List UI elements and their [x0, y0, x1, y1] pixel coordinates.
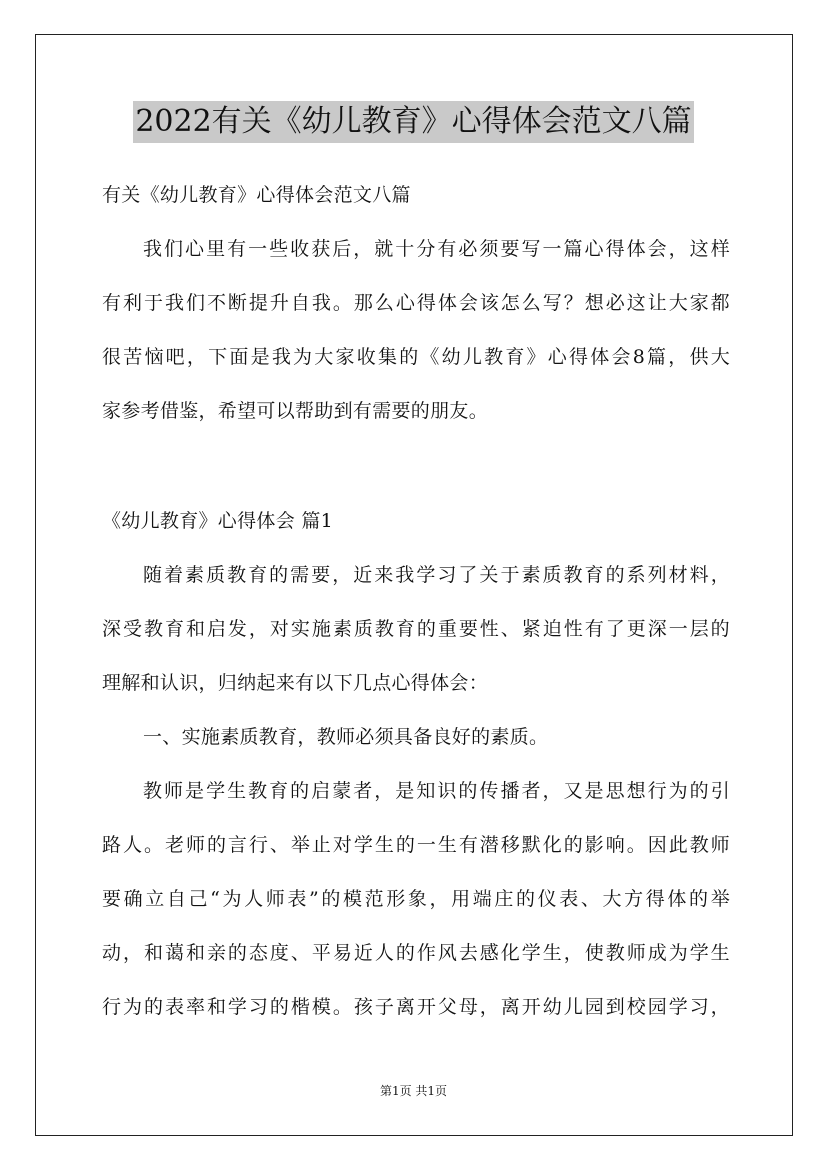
paragraph-line: 随着素质教育的需要，近来我学习了关于素质教育的系列材料， — [143, 564, 730, 586]
section-heading: 《幼儿教育》心得体会 篇1 — [102, 510, 334, 532]
document-subtitle: 有关《幼儿教育》心得体会范文八篇 — [102, 184, 411, 206]
paragraph-line: 动，和蔼和亲的态度、平易近人的作风去感化学生，使教师成为学生 — [102, 942, 730, 964]
point-one: 一、实施素质教育，教师必须具备良好的素质。 — [143, 726, 549, 748]
paragraph-line: 理解和认识，归纳起来有以下几点心得体会： — [102, 672, 489, 694]
paragraph-line: 教师是学生教育的启蒙者，是知识的传播者，又是思想行为的引 — [143, 780, 730, 802]
paragraph-line: 深受教育和启发，对实施素质教育的重要性、紧迫性有了更深一层的 — [102, 618, 730, 640]
intro-line: 家参考借鉴，希望可以帮助到有需要的朋友。 — [102, 400, 489, 422]
paragraph-line: 要确立自己“为人师表”的模范形象，用端庄的仪表、大方得体的举 — [102, 888, 730, 910]
title-container — [0, 101, 827, 143]
page-footer: 第1页 共1页 — [379, 1084, 448, 1098]
intro-line: 我们心里有一些收获后，就十分有必须要写一篇心得体会，这样 — [143, 238, 730, 260]
paragraph-line: 行为的表率和学习的楷模。孩子离开父母，离开幼儿园到校园学习， — [102, 996, 730, 1018]
intro-line: 有利于我们不断提升自我。那么心得体会该怎么写？想必这让大家都 — [102, 292, 730, 314]
document-title: 2022有关《幼儿教育》心得体会范文八篇 — [133, 101, 693, 143]
paragraph-line: 路人。老师的言行、举止对学生的一生有潜移默化的影响。因此教师 — [102, 834, 730, 856]
intro-line: 很苦恼吧，下面是我为大家收集的《幼儿教育》心得体会8篇，供大 — [102, 346, 730, 368]
